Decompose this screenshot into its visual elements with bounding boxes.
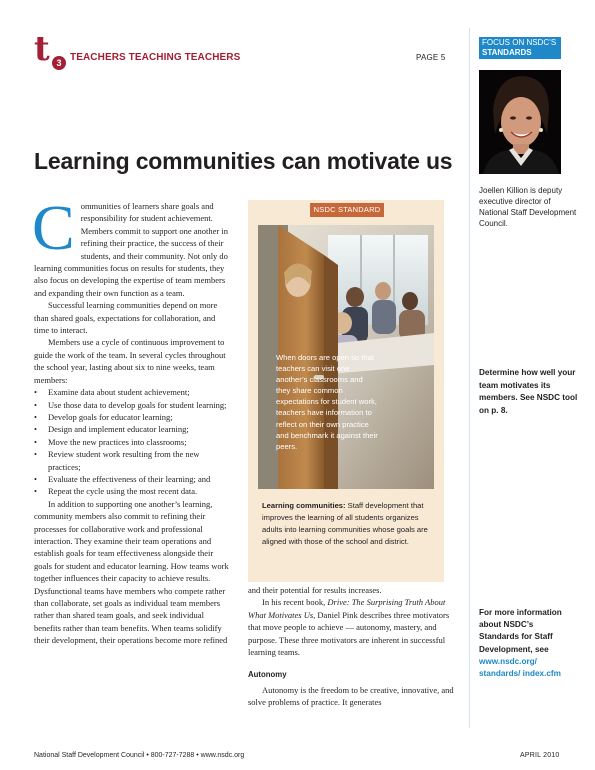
article-column-1 — [32, 192, 230, 647]
list-item: • Review student work resulting from the new practices; — [34, 448, 230, 473]
text-run: In his recent book, — [262, 597, 328, 608]
drop-cap: C — [32, 192, 75, 263]
list-item: • Repeat the cycle using the most recent data. — [34, 485, 230, 497]
sidebar-divider — [469, 28, 470, 728]
definition-term: Learning communities: — [262, 501, 346, 510]
paragraph-7: Autonomy is the freedom to be creative, innovative, and solve problems of practice. It generates — [248, 684, 454, 708]
focus-tab — [479, 37, 561, 59]
headline: Learning communities can motivate us — [34, 148, 453, 174]
footer-contact: National Staff Development Council • 800-727-7288 • www.nsdc.org — [34, 752, 245, 759]
paragraph-5: and their potential for results increases. — [248, 585, 382, 595]
standard-label: NSDC STANDARD — [310, 203, 384, 217]
subheading-autonomy: Autonomy — [248, 670, 287, 680]
logo — [34, 29, 70, 72]
logo-letter: t — [34, 29, 50, 69]
text-run: Daniel Pink describes three motivators that move people to achieve — autonomy, mastery, and purpose. These three motivators are inherent in successful learning teams. — [248, 609, 450, 658]
list-item: • Evaluate the effectiveness of their learning; and — [34, 473, 230, 485]
photo-caption: When doors are open so that teachers can visit one another’s classrooms and they share common expectations for student work, teachers have information to reflect on their own practice and benchmark it against their peers. — [276, 353, 378, 451]
more-info — [479, 607, 569, 680]
standard-definition — [262, 500, 432, 548]
paragraph-1: ommunities of learners share goals and responsibility for student achievement. Members commit to support one another in refining their practice, the success of their students, and their community. Not only do learning communities focus on results for students, they also focus on developing the expertise of team members and expanding their own function as a team. — [34, 201, 228, 298]
footer-date: APRIL 2010 — [520, 752, 560, 759]
list-item: • Use those data to develop goals for student learning; — [34, 399, 230, 411]
author-portrait — [479, 70, 561, 174]
paragraph-3: Members use a cycle of continuous improvement to guide the work of the team. In several cycles throughout the school year, lasting about six to nine weeks, team members: — [34, 337, 226, 385]
article-column-2 — [248, 584, 454, 709]
standards-link[interactable]: www.nsdc.org/ standards/ index.cfm — [479, 656, 561, 679]
intro-paragraph — [32, 192, 230, 299]
paragraph-2: Successful learning communities depend on more than shared goals, expectations for collaboration, and time to interact. — [34, 300, 218, 336]
list-item: • Examine data about student achievement; — [34, 386, 230, 398]
more-info-text: For more information about NSDC’s Standards for Staff Development, see — [479, 608, 562, 654]
paragraph-4: In addition to supporting one another’s learning, community members also commit to refining their processes for collaborative work and professional interaction. They examine their team operations and establish goals for team effectiveness alongside their goals for student and educator learning. How teams work together influences their capacity to achieve results. Dysfunctional teams have members who compete rather than collaborate, set goals as individual team members rather than shared team goals, and seek individual benefits rather than team benefits. When teams solidify their development, their operations become more refined — [34, 498, 229, 646]
focus-tab-line-2: STANDARDS — [482, 48, 532, 57]
page-number: PAGE 5 — [416, 53, 446, 62]
definition-text: Staff development that improves the learning of all students organizes adults into learning communities whose goals are aligned with those of the school and district. — [262, 501, 428, 547]
logo-badge: 3 — [52, 56, 66, 70]
tool-callout: Determine how well your team motivates its members. See NSDC tool on p. 8. — [479, 368, 578, 415]
cycle-list — [34, 386, 230, 498]
focus-tab-line-1: FOCUS ON NSDC’S — [482, 38, 557, 47]
list-item: • Move the new practices into classrooms; — [34, 436, 230, 448]
book-title: Drive: The Surprising Truth About What Motivates Us, — [248, 597, 446, 620]
list-item: • Design and implement educator learning; — [34, 423, 230, 435]
list-item: • Develop goals for educator learning; — [34, 411, 230, 423]
brand-title: TEACHERS TEACHING TEACHERS — [70, 52, 241, 63]
paragraph-6 — [248, 596, 454, 658]
author-caption: Joellen Killion is deputy executive director of National Staff Development Council. — [479, 186, 577, 228]
